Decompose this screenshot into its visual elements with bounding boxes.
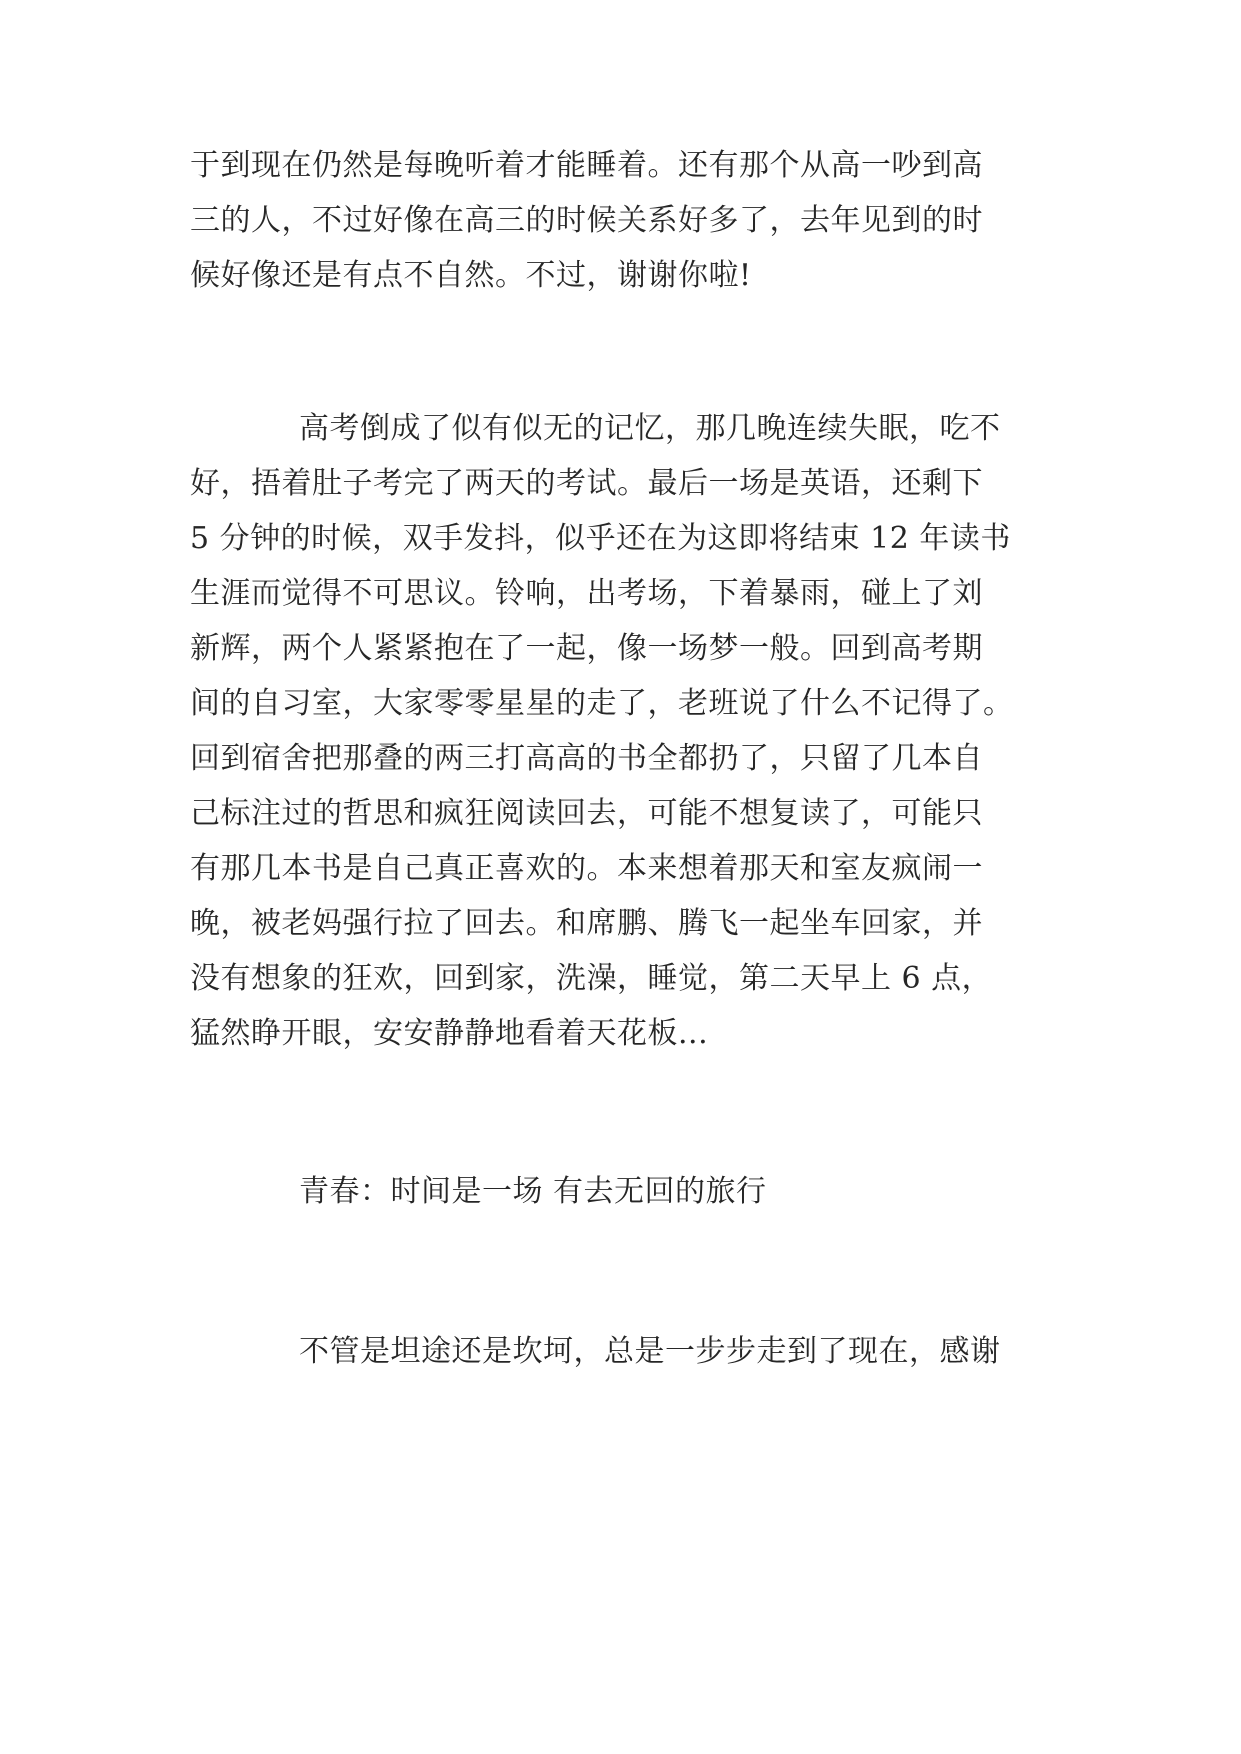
text-line: 好，捂着肚子考完了两天的考试。最后一场是英语，还剩下 <box>190 466 983 501</box>
text-line: 5 分钟的时候，双手发抖，似乎还在为这即将结束 12 年读书 <box>190 521 1011 556</box>
text-line: 高考倒成了似有似无的记忆，那几晚连续失眠，吃不 <box>299 411 1001 446</box>
text-line: 三的人，不过好像在高三的时候关系好多了，去年见到的时 <box>190 203 983 238</box>
text-line: 间的自习室，大家零零星星的走了，老班说了什么不记得了。 <box>190 686 1014 721</box>
text-line: 生涯而觉得不可思议。铃响，出考场，下着暴雨，碰上了刘 <box>190 576 983 611</box>
text-line: 候好像还是有点不自然。不过，谢谢你啦! <box>190 258 752 293</box>
text-line: 有那几本书是自己真正喜欢的。本来想着那天和室友疯闹一 <box>190 851 983 886</box>
text-line: 新辉，两个人紧紧抱在了一起，像一场梦一般。回到高考期 <box>190 631 983 666</box>
text-line: 不管是坦途还是坎坷，总是一步步走到了现在，感谢 <box>299 1334 1001 1369</box>
text-line: 于到现在仍然是每晚听着才能睡着。还有那个从高一吵到高 <box>190 148 983 183</box>
text-line: 猛然睁开眼，安安静静地看着天花板... <box>190 1016 709 1051</box>
text-line: 己标注过的哲思和疯狂阅读回去，可能不想复读了，可能只 <box>190 796 983 831</box>
text-line: 晚，被老妈强行拉了回去。和席鹏、腾飞一起坐车回家，并 <box>190 906 983 941</box>
section-heading: 青春：时间是一场 有去无回的旅行 <box>299 1174 767 1209</box>
text-line: 回到宿舍把那叠的两三打高高的书全都扔了，只留了几本自 <box>190 741 983 776</box>
text-line: 没有想象的狂欢，回到家，洗澡，睡觉，第二天早上 6 点， <box>190 961 993 996</box>
